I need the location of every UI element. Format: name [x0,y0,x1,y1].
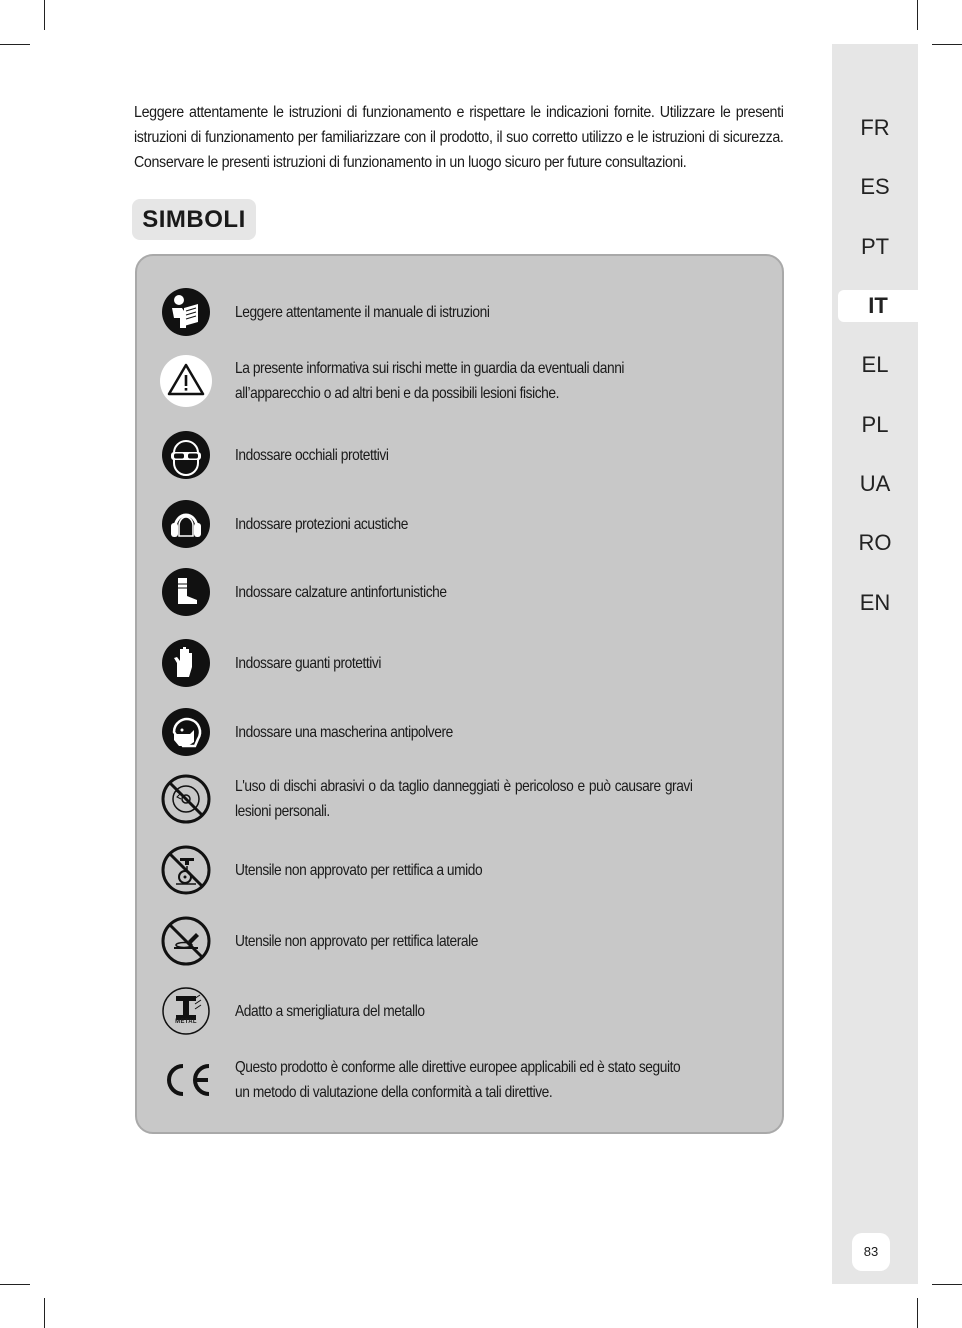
language-tab-fr[interactable]: FR [860,115,890,140]
symbol-row [157,982,767,1040]
symbol-text: Indossare protezioni acustiche [235,515,408,533]
language-tab-it[interactable]: IT [838,290,918,322]
read-manual-icon [157,283,215,341]
ce-mark-icon [157,1051,215,1109]
symbol-text: Indossare calzature antinfortunistiche [235,583,447,601]
safety-boots-icon [157,563,215,621]
page-number: 83 [852,1233,890,1271]
symbol-row [157,703,767,761]
symbol-row [157,841,767,899]
language-tab-el[interactable]: EL [861,352,889,377]
no-wet-grinding-icon [157,841,215,899]
symbol-text: Utensile non approvato per rettifica a umido [235,861,483,879]
section-title: SIMBOLI [132,199,256,240]
symbol-text: L'uso di dischi abrasivi o da taglio danneggiati è pericoloso e può causare gravi lesioni personali. [235,778,693,820]
crop-mark [917,1298,918,1328]
language-tab-ro[interactable]: RO [858,530,892,555]
symbol-row [157,1050,767,1110]
symbol-row [157,634,767,692]
symbol-text: Utensile non approvato per rettifica laterale [235,932,479,950]
crop-mark [917,0,918,30]
warning-icon [157,352,215,410]
symbol-row [157,912,767,970]
no-damaged-disc-icon [157,770,215,828]
language-tab-en[interactable]: EN [859,590,891,615]
crop-mark [932,1284,962,1285]
language-sidebar [832,44,918,1284]
no-side-grinding-icon [157,912,215,970]
metal-icon-label: METAL [175,1019,197,1025]
symbol-text: Indossare una mascherina antipolvere [235,723,453,741]
language-tab-es[interactable]: ES [860,174,890,199]
crop-mark [44,1298,45,1328]
symbol-text: Leggere attentamente il manuale di istruzioni [235,303,490,321]
intro-paragraph: Leggere attentamente le istruzioni di funzionamento e rispettare le indicazioni fornite. Utilizzare le presenti istruzioni di funzionamento per familiarizzare con il prodotto, il suo corretto utilizzo e le istruzioni di sicurezza. Conservare le presenti istruzioni di funzionamento in un luogo sicuro per future consultazioni. [134,104,784,171]
dust-mask-icon [157,703,215,761]
ear-protection-icon [157,495,215,553]
symbol-text: Questo prodotto è conforme alle direttive europee applicabili ed è stato seguito un metodo di valutazione della conformità a tali direttive. [235,1059,681,1101]
language-tab-pt[interactable]: PT [860,234,890,259]
symbol-row [157,426,767,484]
symbols-panel [135,254,784,1134]
symbol-row [157,283,767,341]
crop-mark [0,1284,30,1285]
symbol-row [157,351,767,411]
symbol-row [157,563,767,621]
symbol-text: Indossare occhiali protettivi [235,446,389,464]
language-tab-ua[interactable]: UA [859,471,891,496]
symbol-text: Adatto a smerigliatura del metallo [235,1002,425,1020]
crop-mark [44,0,45,30]
symbol-row [157,495,767,553]
crop-mark [0,44,30,45]
safety-goggles-icon [157,426,215,484]
symbol-text: La presente informativa sui rischi mette in guardia da eventuali danni all’apparecchio o ad altri beni e da possibili lesioni fisiche. [235,360,625,402]
symbol-row [157,769,767,829]
gloves-icon [157,634,215,692]
symbol-text: Indossare guanti protettivi [235,654,381,672]
language-tab-pl[interactable]: PL [861,412,889,437]
crop-mark [932,44,962,45]
metal-grinding-icon [157,982,215,1040]
